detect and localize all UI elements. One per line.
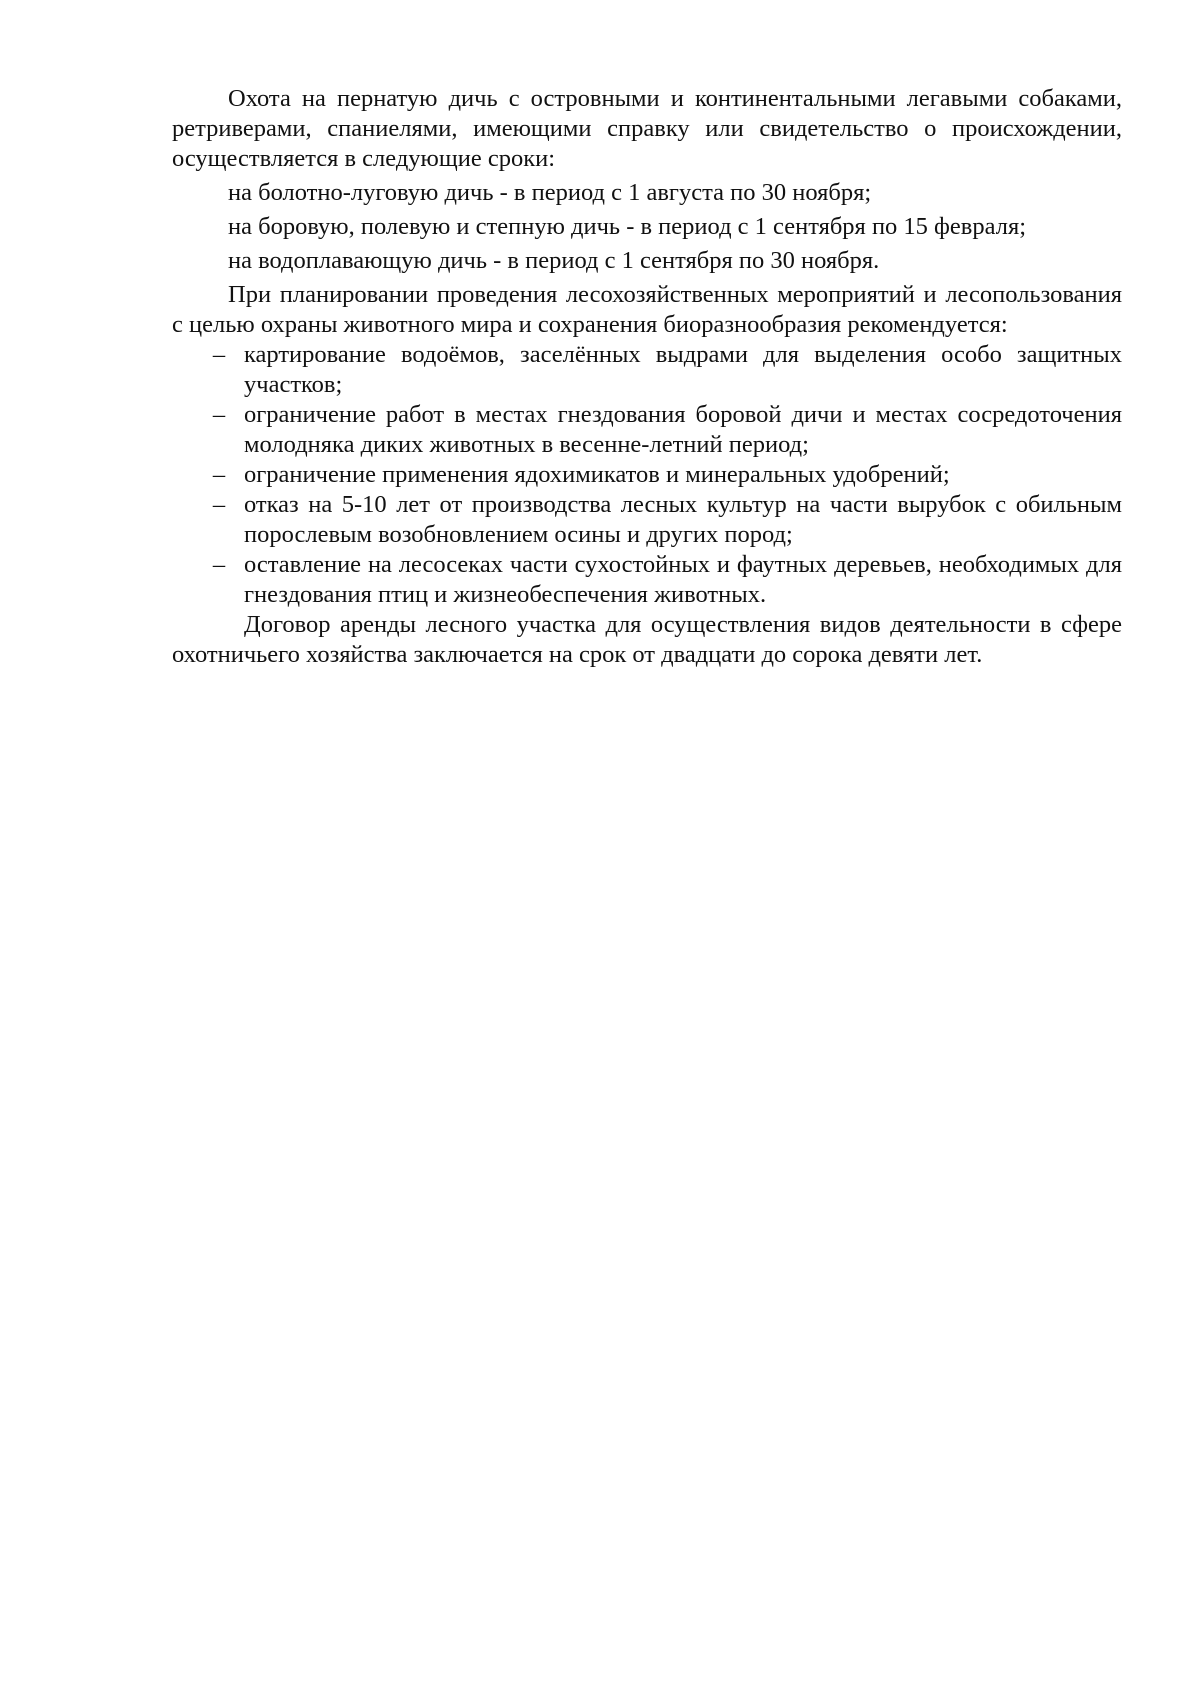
dash-bullet: – [212,461,226,488]
dash-bullet: – [212,551,226,578]
list-item [172,490,1122,550]
line-marsh-game: на болотно-луговую дичь - в период с 1 августа по 30 ноября; [228,179,872,206]
list-item-text: ограничение применения ядохимикатов и минеральных удобрений; [244,461,950,488]
recommendations-list [172,340,1122,610]
paragraph-lease-agreement: Договор аренды лесного участка для осуществления видов деятельности в сфере охотничьего хозяйства заключается на срок от двадцати до сорока девяти лет. [172,611,1122,668]
paragraph-hunting-dogs: Охота на пернатую дичь с островными и континентальными легавыми собаками, ретриверами, спаниелями, имеющими справку или свидетельство о происхождении, осуществляется в следующие сроки: [172,85,1122,172]
list-item [172,340,1122,400]
list-item [172,460,1122,490]
dash-bullet: – [212,491,226,518]
list-item [172,550,1122,610]
list-item-text: отказ на 5-10 лет от производства лесных культур на части вырубок с обильным порослевым возобновлением осины и других пород; [244,491,1122,548]
dash-bullet: – [212,341,226,368]
dash-bullet: – [212,401,226,428]
document-body [172,84,1122,670]
list-item [172,400,1122,460]
list-item-text: ограничение работ в местах гнездования боровой дичи и местах сосредоточения молодняка диких животных в весенне-летний период; [244,401,1122,458]
paragraph-forest-planning: При планировании проведения лесохозяйственных мероприятий и лесопользования с целью охраны животного мира и сохранения биоразнообразия рекомендуется: [172,281,1122,338]
line-upland-game: на боровую, полевую и степную дичь - в период с 1 сентября по 15 февраля; [228,213,1027,240]
line-waterfowl: на водоплавающую дичь - в период с 1 сентября по 30 ноября. [228,247,880,274]
list-item-text: картирование водоёмов, заселённых выдрами для выделения особо защитных участков; [244,341,1122,398]
list-item-text: оставление на лесосеках части сухостойных и фаутных деревьев, необходимых для гнездования птиц и жизнеобеспечения животных. [244,551,1122,608]
